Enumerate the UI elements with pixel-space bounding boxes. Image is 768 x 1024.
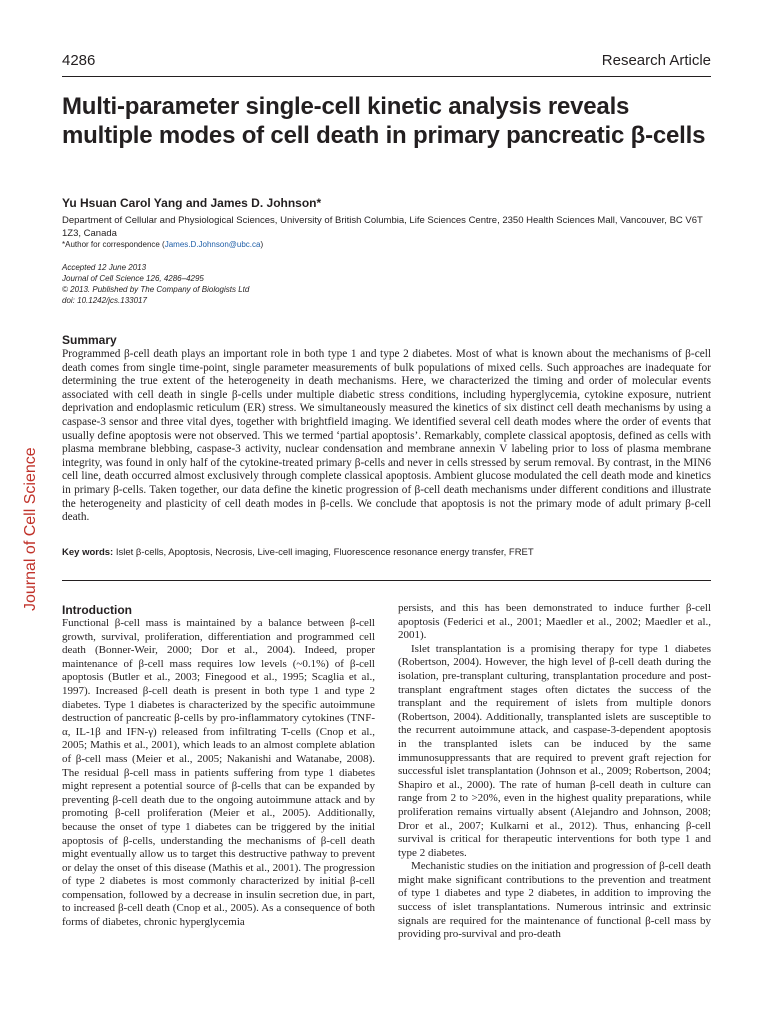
affiliation: Department of Cellular and Physiological Sciences, University of British Columbia, Life Sciences Centre, 2350 Health Sciences Mall, Vancouver, BC V6T 1Z3, Canada: [62, 215, 703, 239]
intro-paragraph-3: Mechanistic studies on the initiation and progression of β-cell death might make significant contributions to the prevention and treatment of type 1 diabetes and type 2 diabetes, in addition to improving the success of islet transplantations. Numerous intrinsic and extrinsic signals are required for the maintenance of functional β-cell mass by providing pro-survival and pro-death: [398, 860, 711, 941]
left-text-column: [62, 617, 375, 930]
keywords-label: Key words:: [62, 547, 114, 558]
correspondence-prefix: *Author for correspondence (: [62, 240, 165, 249]
article-type: Research Article: [601, 52, 711, 69]
journal-side-banner: [0, 0, 42, 1024]
intro-paragraph-1: Functional β-cell mass is maintained by a balance between β-cell growth, survival, proliferation, differentiation and programmed cell death (Bonner-Weir, 2000; Dor et al., 2004). Indeed, proper maintenance of β-cell mass requires low levels (~0.1%) of β-cell apoptosis (Butler et al., 2003; Finegood et al., 1995; Scaglia et al., 1997). Increased β-cell death is present in both type 1 and type 2 diabetes. Type 1 diabetes is characterized by the specific autoimmune destruction of pancreatic β-cells by pro-inflammatory cytokines (TNF-α, IL-1β and IFN-γ) released from infiltrating T-cells (Cnop et al., 2005; Mathis et al., 2001), which leads to an almost complete ablation of β-cell mass (Meier et al., 2005; Nakanishi and Watanabe, 2008). The residual β-cell mass in patients suffering from type 1 diabetes might represent a potential source of β-cells that can be expanded by preventing β-cell death due to the ongoing autoimmune attack and by promoting β-cell proliferation (Meier et al., 2005). Additionally, because the onset of type 1 diabetes can be triggered by the initial apoptosis of β-cells, understanding the mechanisms of β-cell death might eventually allow us to target this destructive pathway to prevent or delay the onset of this disease (Mathis et al., 2001). The progression of type 2 diabetes is most commonly characterized by initial β-cell compensation, followed by a decrease in insulin secretion due, in part, to increased β-cell death (Cnop et al., 2005). As a consequence of both forms of diabetes, chronic hyperglycemia: [62, 617, 375, 929]
summary-heading: Summary: [62, 333, 117, 347]
keywords-line: [62, 547, 712, 558]
journal-citation: Journal of Cell Science 126, 4286–4295: [62, 274, 204, 283]
author-list: Yu Hsuan Carol Yang and James D. Johnson*: [62, 196, 322, 210]
correspondence-suffix: ): [260, 240, 264, 249]
intro-paragraph-1-continued: persists, and this has been demonstrated to induce further β-cell apoptosis (Federici et al., 2001; Maedler et al., 2002; Maedler et al., 2001).: [398, 602, 711, 642]
correspondence-note: [62, 240, 263, 249]
accepted-date: Accepted 12 June 2013: [62, 263, 147, 272]
section-divider: [62, 580, 711, 581]
summary-text: Programmed β-cell death plays an important role in both type 1 and type 2 diabetes. Most of what is known about the mechanisms of β-cell death comes from single time-point, single parameter measurements of bulk populations of mixed cells. Such approaches are inadequate for determining the true extent of the heterogeneity in death mechanisms. Here, we characterized the timing and order of molecular events associated with cell death in single β-cells under multiple diabetic stress conditions, including hyperglycemia, cytokine exposure, nutrient deprivation and endoplasmic reticulum (ER) stress. We simultaneously measured the kinetics of six distinct cell death mechanisms by using a caspase-3 sensor and three vital dyes, together with brightfield imaging. We identified several cell death modes where the order of events that usually define apoptosis were not observed. This we termed ‘partial apoptosis’. Remarkably, complete classical apoptosis, defined as cells with plasma membrane blebbing, caspase-3 activity, nuclear condensation and membrane annexin V labeling prior to loss of plasma membrane integrity, was found in only half of the cytokine-treated primary β-cells and never in cells stressed by serum removal. By contrast, in the MIN6 cell line, death occurred almost exclusively through complete classical apoptosis. Ambient glucose modulated the cell death mode and kinetics in primary β-cells. Taken together, our data define the kinetic progression of β-cell death mechanisms under different conditions and illustrate the heterogeneity and plasticity of cell death modes in β-cells. We conclude that apoptosis is not the primary mode of adult primary β-cell death.: [62, 348, 711, 524]
publication-info: [62, 262, 249, 306]
article-title: Multi-parameter single-cell kinetic analysis reveals multiple modes of cell death in primary pancreatic β-cells: [62, 93, 706, 149]
right-text-column: [398, 602, 711, 942]
page-number: 4286: [62, 52, 96, 69]
intro-paragraph-2: Islet transplantation is a promising therapy for type 1 diabetes (Robertson, 2004). However, the high level of β-cell death during the isolation, pre-transplant culturing, transplantation procedure and post-transplant engraftment stages often dictates the success of the transplant and the requirement of islets from multiple donors (Robertson, 2004). Additionally, transplanted islets are susceptible to the recurrent autoimmune attack, and caspase-3-dependent apoptosis in the transplanted islets can be induced by the same immunosuppressants that are required to prevent graft rejection for successful islet transplantation (Johnson et al., 2009; Robertson, 2004; Shapiro et al., 2000). The rate of human β-cell death in culture can range from 2 to >20%, even in the highest quality preparations, while proliferation remains virtually absent (Alejandro and Johnson, 2008; Dror et al., 2007; Kulkarni et al., 2012). Thus, enhancing β-cell survival is critical for therapeutic interventions for both type 1 and type 2 diabetes.: [398, 642, 711, 859]
copyright-line: © 2013. Published by The Company of Biologists Ltd: [62, 285, 250, 294]
correspondence-email-link[interactable]: James.D.Johnson@ubc.ca: [164, 240, 261, 249]
doi-line: doi: 10.1242/jcs.133017: [62, 296, 147, 305]
header-divider: [62, 76, 711, 77]
journal-name: Journal of Cell Science: [22, 447, 39, 611]
keywords-list: Islet β-cells, Apoptosis, Necrosis, Live-cell imaging, Fluorescence resonance energy transfer, FRET: [113, 547, 534, 558]
introduction-heading: Introduction: [62, 603, 132, 617]
